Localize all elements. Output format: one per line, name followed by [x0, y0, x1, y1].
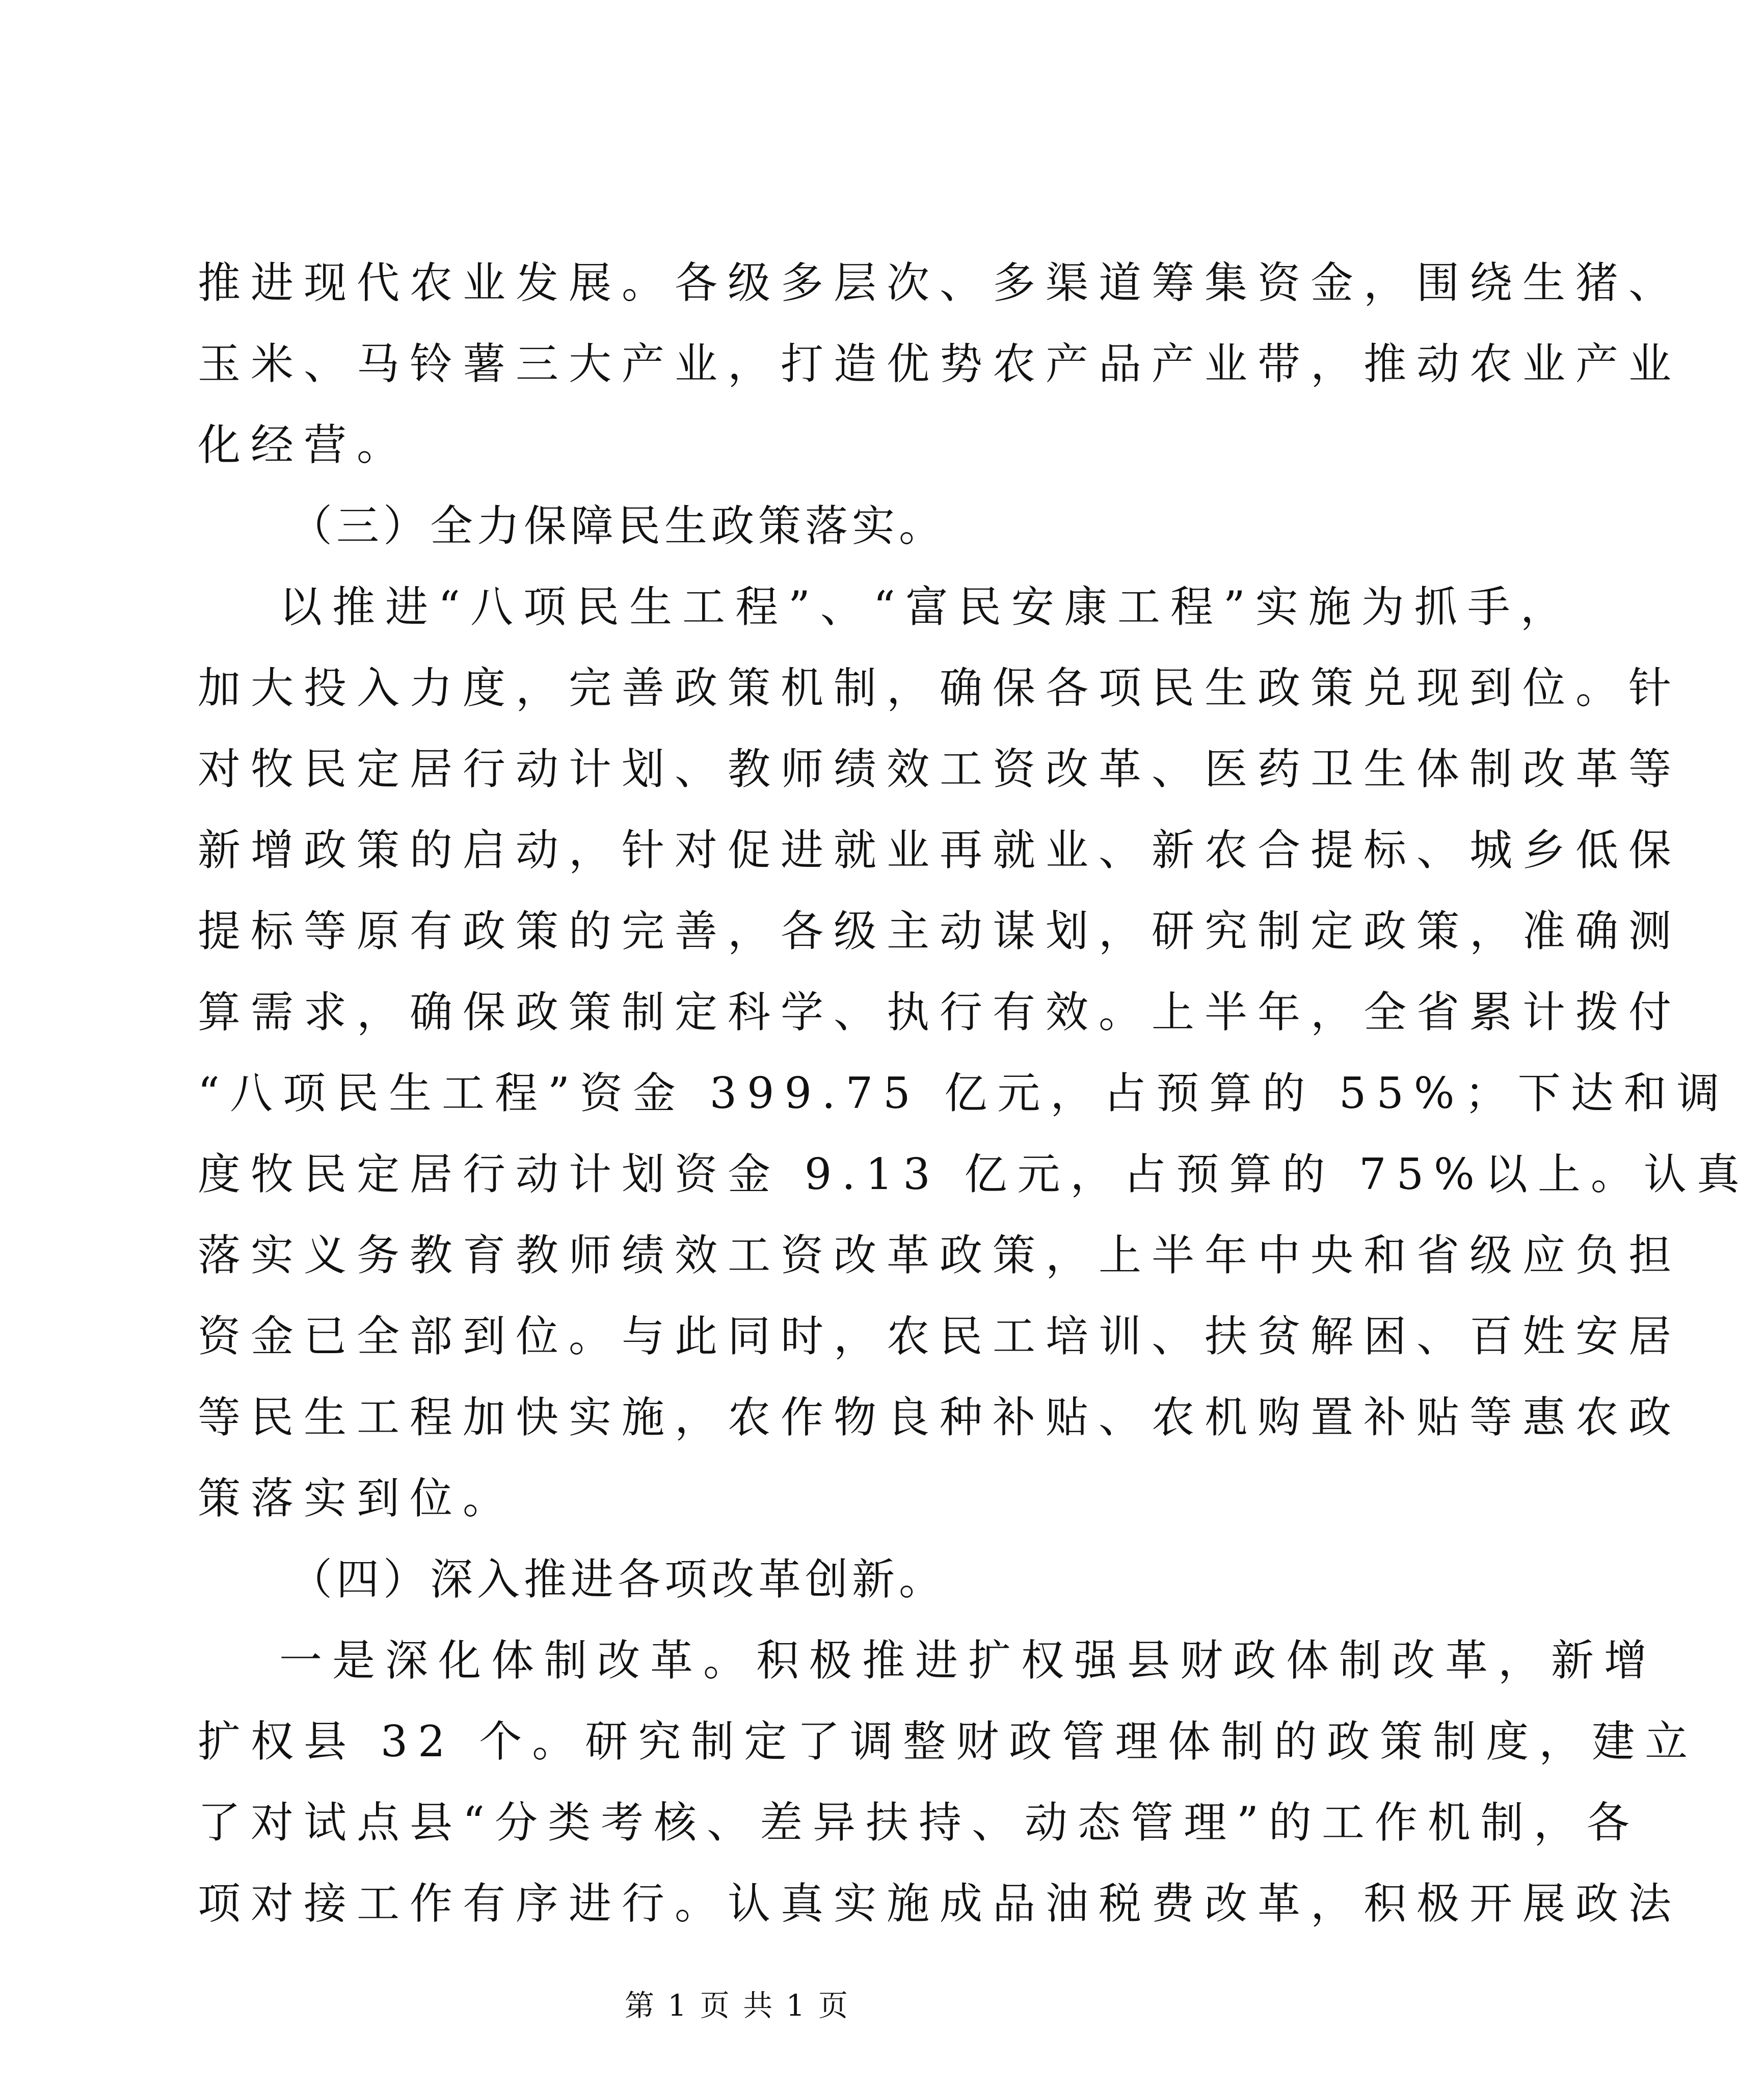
body-text-line: 新增政策的启动，针对促进就业再就业、新农合提标、城乡低保: [198, 825, 1682, 875]
paragraph-first-line: 一是深化体制改革。积极推进扩权强县财政体制改革，新增: [279, 1635, 1658, 1685]
body-text-line: 对牧民定居行动计划、教师绩效工资改革、医药卫生体制改革等: [198, 744, 1682, 794]
body-text-line: 加大投入力度，完善政策机制，确保各项民生政策兑现到位。针: [198, 663, 1682, 713]
body-text-line: 项对接工作有序进行。认真实施成品油税费改革，积极开展政法: [198, 1879, 1682, 1929]
body-text-line: “八项民生工程”资金 399.75 亿元，占预算的 55%；下达和调: [198, 1068, 1730, 1118]
body-text-line: 扩权县 32 个。研究制定了调整财政管理体制的政策制度，建立: [198, 1717, 1698, 1766]
page-number-footer: 第 1 页 共 1 页: [625, 1988, 850, 2023]
body-text-line: 提标等原有政策的完善，各级主动谋划，研究制定政策，准确测: [198, 906, 1682, 956]
body-text-line: 化经营。: [198, 420, 410, 470]
body-text-line: 策落实到位。: [198, 1473, 516, 1523]
body-text-line: 推进现代农业发展。各级多层次、多渠道筹集资金，围绕生猪、: [198, 258, 1682, 308]
body-text-line: 落实义务教育教师绩效工资改革政策，上半年中央和省级应负担: [198, 1230, 1682, 1280]
body-text-line: 资金已全部到位。与此同时，农民工培训、扶贫解困、百姓安居: [198, 1311, 1682, 1361]
body-text-line: 了对试点县“分类考核、差异扶持、动态管理”的工作机制，各: [198, 1798, 1640, 1847]
body-text-line: 度牧民定居行动计划资金 9.13 亿元，占预算的 75%以上。认真: [198, 1149, 1750, 1199]
section-heading: （三）全力保障民生政策落实。: [289, 501, 946, 551]
section-heading: （四）深入推进各项改革创新。: [289, 1554, 946, 1604]
body-text-line: 玉米、马铃薯三大产业，打造优势农产品产业带，推动农业产业: [198, 339, 1682, 389]
body-text-line: 算需求，确保政策制定科学、执行有效。上半年，全省累计拨付: [198, 987, 1682, 1037]
paragraph-first-line: 以推进“八项民生工程”、“富民安康工程”实施为抓手，: [279, 582, 1573, 632]
body-text-line: 等民生工程加快实施，农作物良种补贴、农机购置补贴等惠农政: [198, 1392, 1682, 1442]
